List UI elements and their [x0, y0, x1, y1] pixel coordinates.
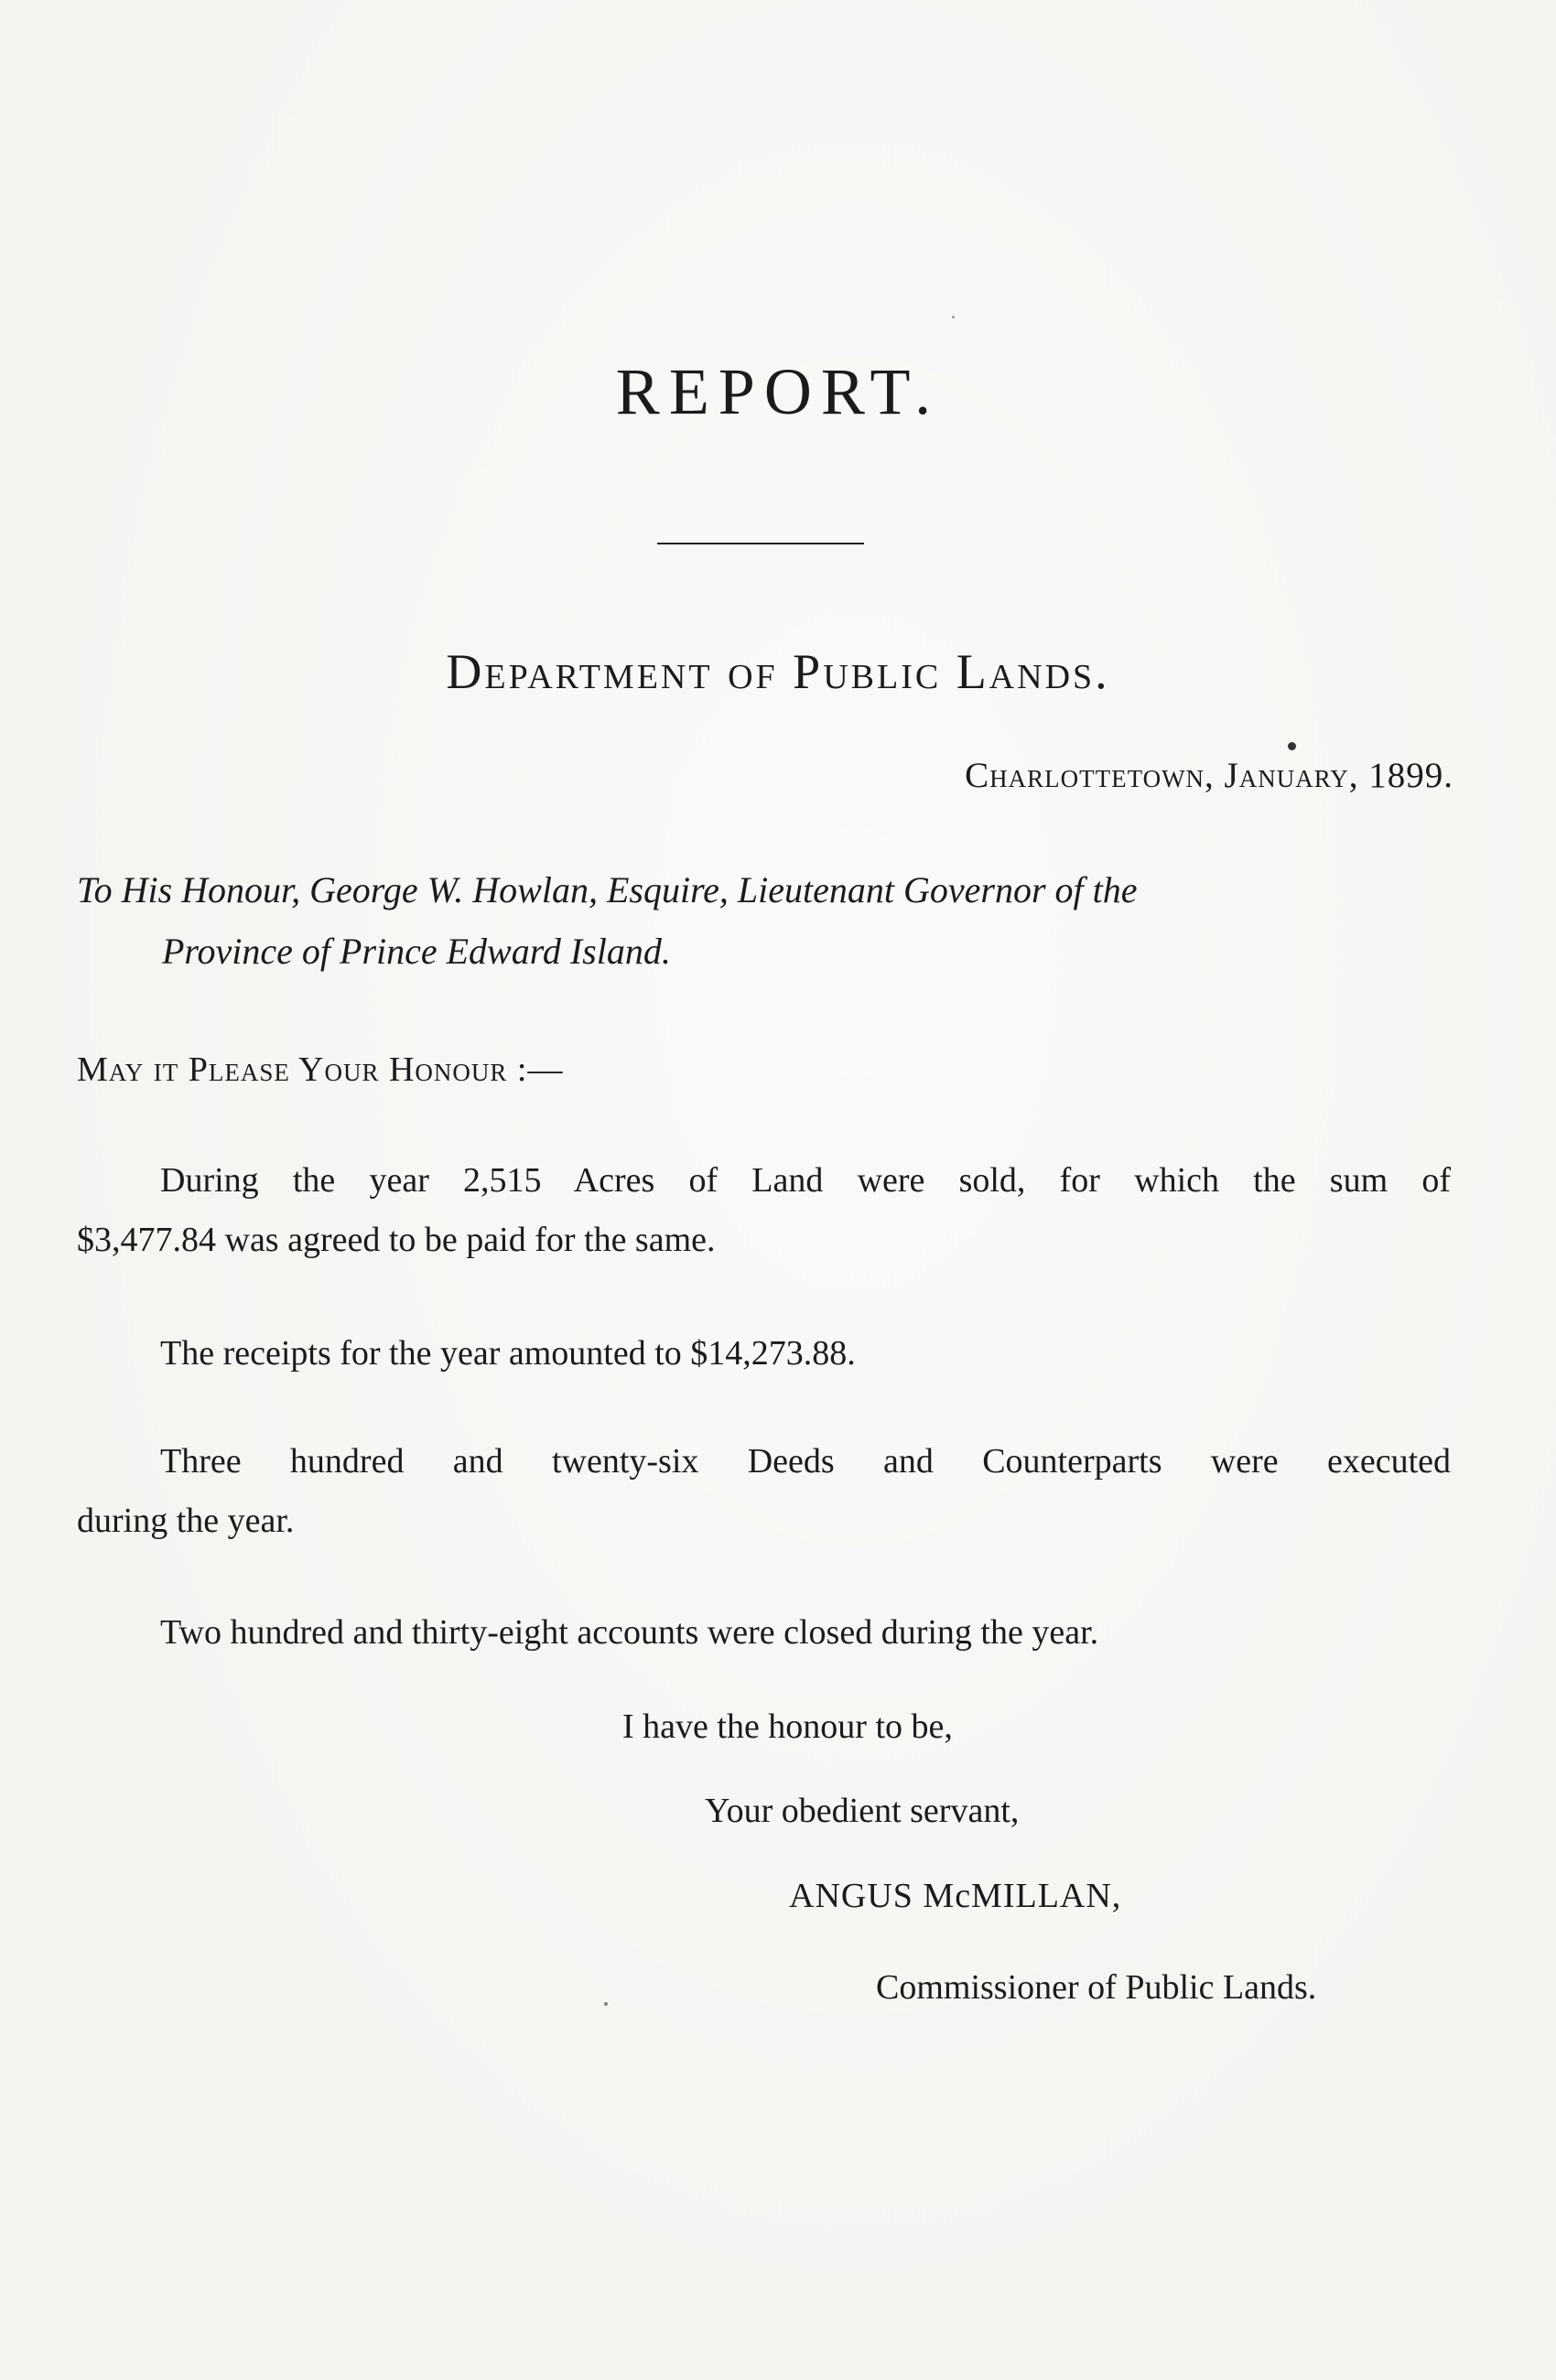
salutation: May it Please Your Honour :—	[77, 1050, 564, 1089]
addressee-line-2: Province of Prince Edward Island.	[162, 931, 671, 972]
paragraph-3-line-2: during the year.	[77, 1502, 295, 1540]
paragraph-2: The receipts for the year amounted to $14,273.88.	[160, 1334, 856, 1373]
addressee-line-1: To His Honour, George W. Howlan, Esquire, Lieutenant Governor of the	[77, 869, 1138, 910]
paragraph-3-line-1: Three hundred and twenty-six Deeds and Counterparts were executed	[160, 1442, 1451, 1481]
signer-name: ANGUS McMILLAN,	[789, 1877, 1122, 1915]
closing-line-1: I have the honour to be,	[622, 1707, 953, 1746]
department-heading: Department of Public Lands.	[446, 644, 1110, 699]
title-divider	[657, 543, 864, 544]
dateline: Charlottetown, January, 1899.	[965, 756, 1453, 795]
closing-line-2: Your obedient servant,	[705, 1792, 1020, 1830]
signer-title: Commissioner of Public Lands.	[876, 1968, 1317, 2007]
report-title: REPORT.	[615, 355, 941, 428]
paragraph-1-line-1: During the year 2,515 Acres of Land were sold, for which the sum of	[160, 1161, 1451, 1200]
ink-speck	[1288, 742, 1296, 750]
paragraph-1-line-2: $3,477.84 was agreed to be paid for the same.	[77, 1221, 716, 1259]
ink-speck	[604, 2002, 608, 2006]
paragraph-4: Two hundred and thirty-eight accounts were closed during the year.	[160, 1613, 1099, 1652]
ink-speck	[952, 316, 955, 318]
